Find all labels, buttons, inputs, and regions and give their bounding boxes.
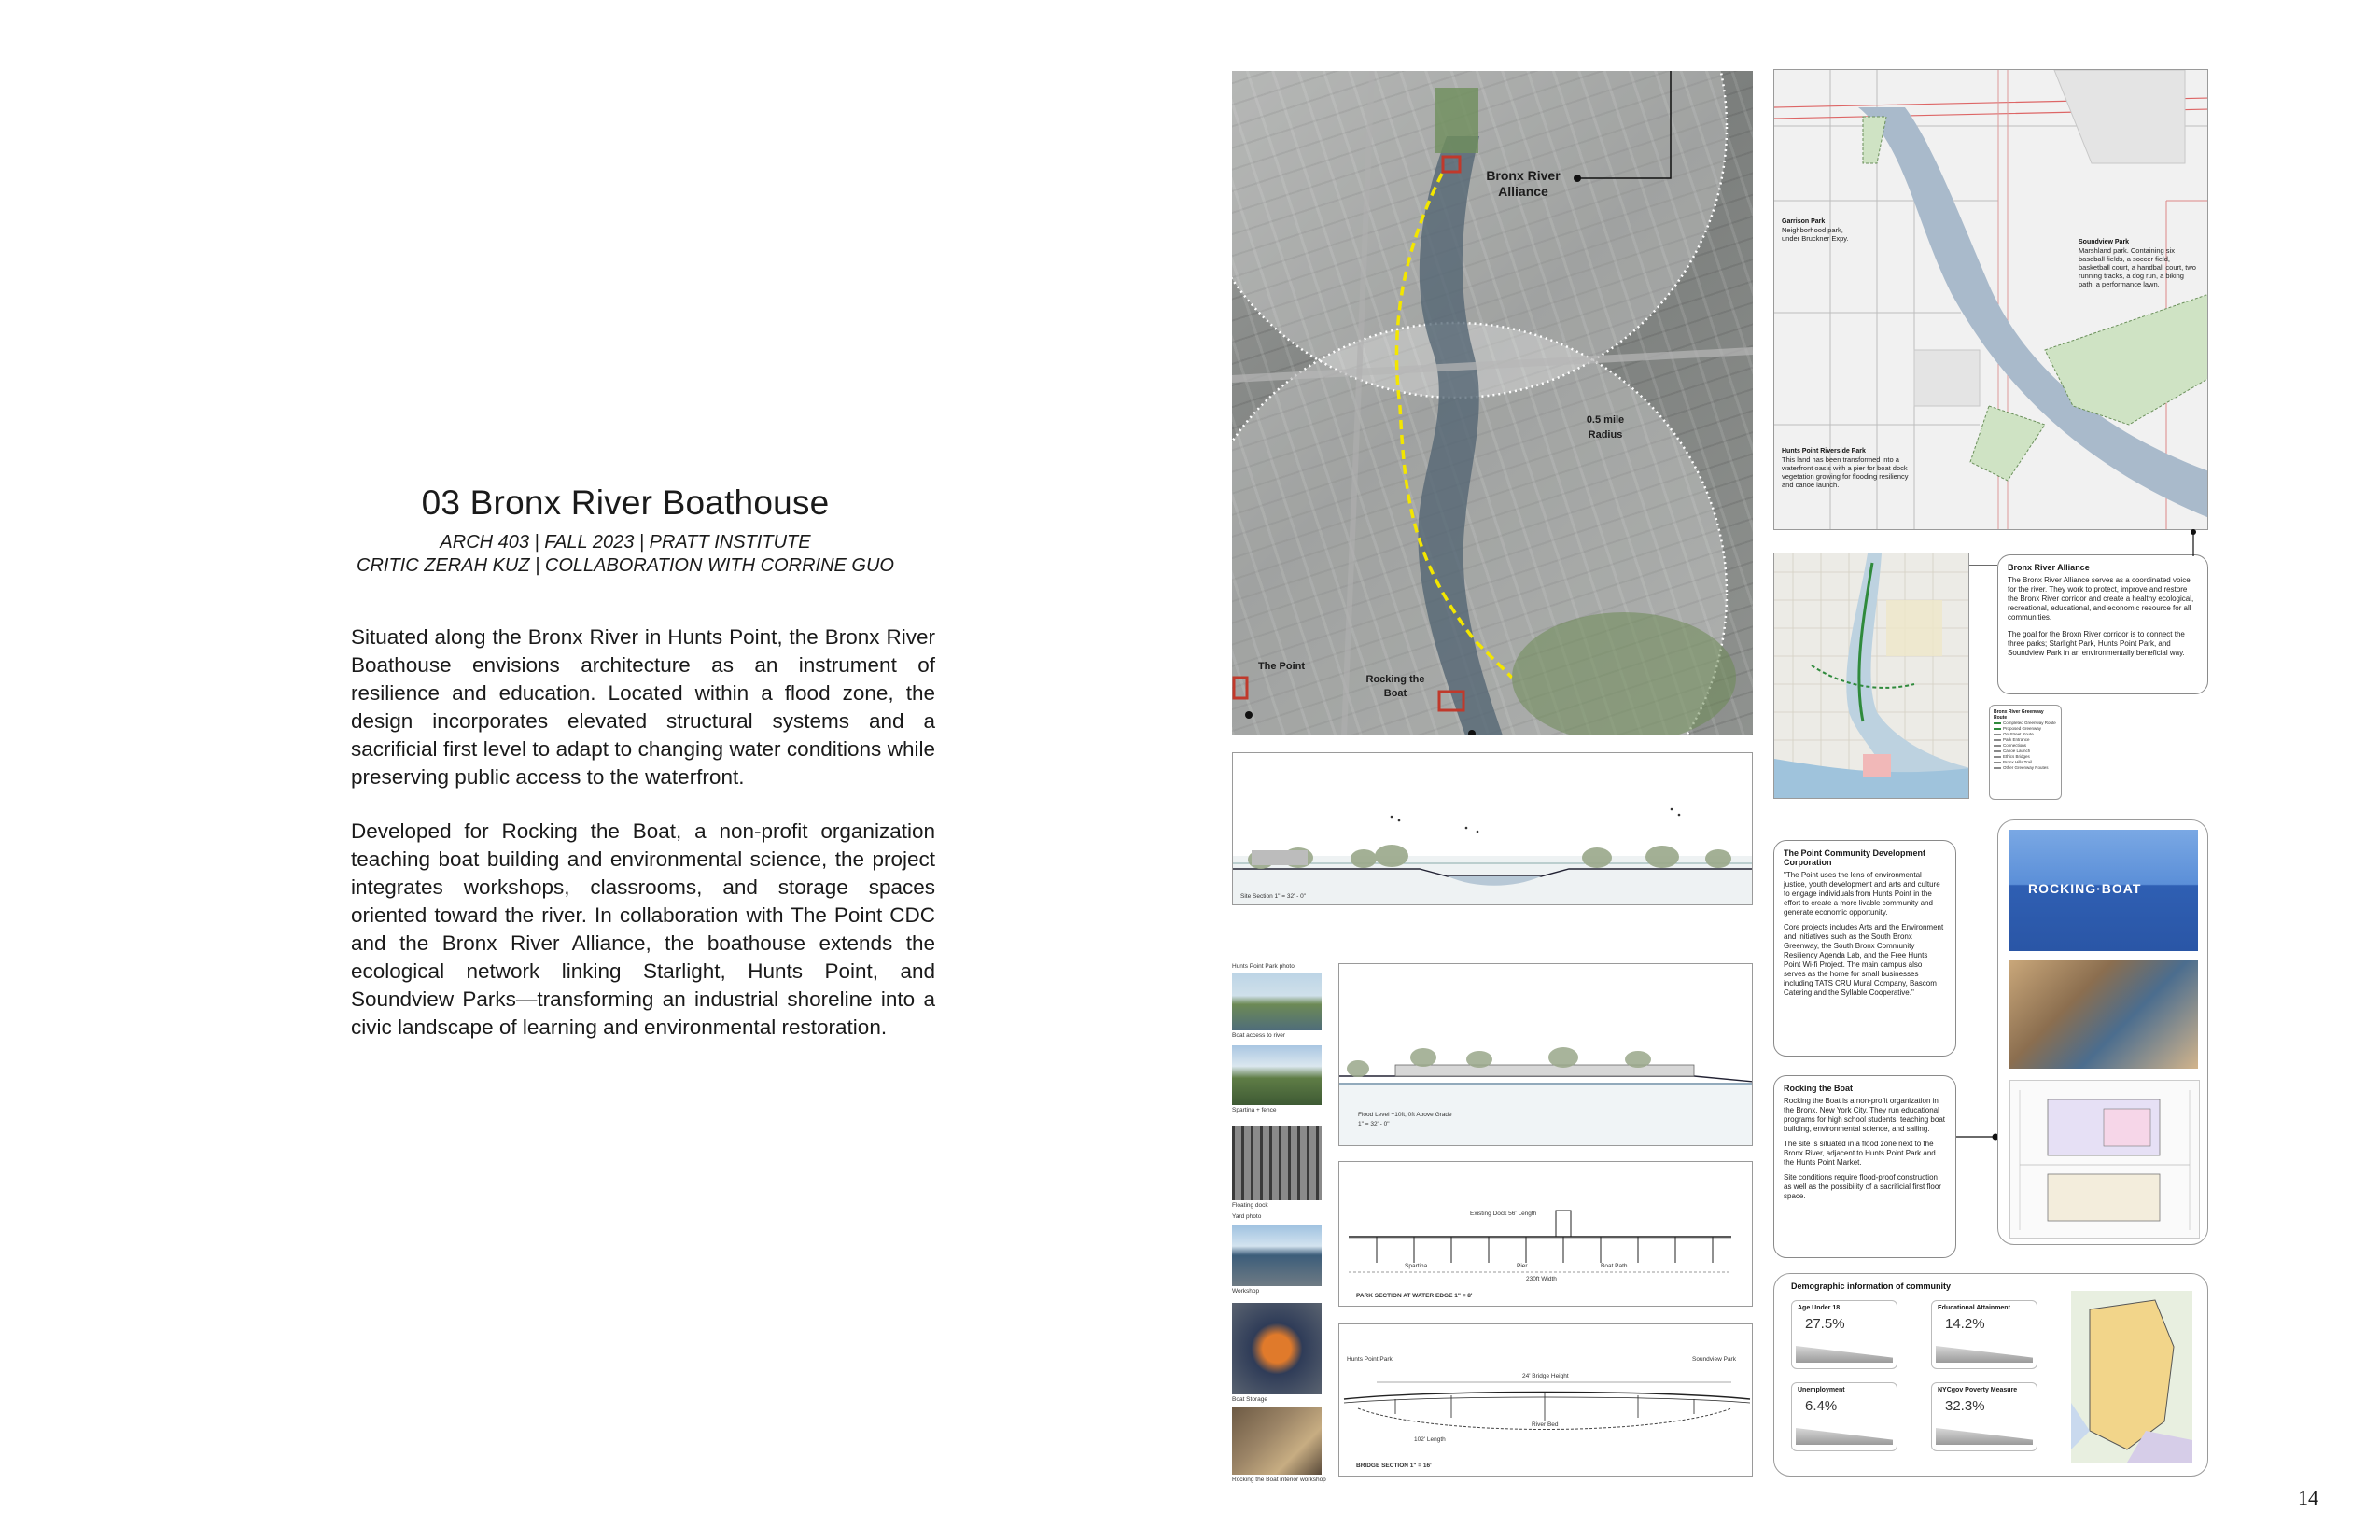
park-label-dock: Existing Dock 56' Length — [1470, 1211, 1537, 1217]
description-paragraph-1: Situated along the Bronx River in Hunts Point, the Bronx River Boathouse envisions architecture as an instrument of resilience and education. Located within a flood zone, the design incorporates elevated structural systems and a sacrificial first level to adapt to changing water conditions while preserving public access to the waterfront. — [351, 625, 935, 789]
photo-label-1: Boat access to river — [1232, 1032, 1286, 1039]
alliance-card-text-2: The goal for the Broxn River corridor is to connect the three parks; Starlight Park, Hunts Point Park, and Soundview Park in an environmentally beneficial way. — [2008, 630, 2185, 657]
demo-stat-age: Age Under 18 27.5% — [1791, 1300, 1897, 1369]
rtb-card-text-2: The site is situated in a flood zone next to the Bronx River, adjacent to Hunts Point Park and the Hunts Point Market. — [1784, 1140, 1936, 1167]
alliance-leader — [1960, 528, 2240, 566]
legend-item: Other Greenway Routes — [1994, 765, 2057, 771]
photo-boat-storage — [1232, 1407, 1322, 1475]
floor-plan-graphic — [2010, 1081, 2199, 1238]
radius-map-label: 0.5 mile Radius — [1586, 414, 1625, 441]
location-map-graphic — [1774, 553, 1969, 799]
bridge-section-graphic — [1339, 1324, 1753, 1477]
rtb-photos-panel — [1997, 819, 2208, 1245]
legend-swatch — [1994, 750, 2001, 752]
park-section-title: PARK SECTION AT WATER EDGE 1" = 8' — [1356, 1293, 1473, 1299]
rtb-map-label: Rocking the Boat — [1365, 674, 1425, 699]
alliance-card-title: Bronx River Alliance — [2008, 563, 2090, 572]
demographics-title: Demographic information of community — [1791, 1281, 1952, 1291]
park-section-panel — [1338, 1161, 1753, 1307]
legend-swatch — [1994, 756, 2001, 758]
soundview-note: Soundview Park Marshland park. Containing six baseball fields, a soccer field, basketball court, a handball court, two running tracks, a dog run, a biking path, a performance lawn. — [2079, 239, 2196, 288]
critic-info: CRITIC ZERAH KUZ | COLLABORATION WITH CORRINE GUO — [357, 555, 894, 576]
photo-label-2: Spartina + fence — [1232, 1107, 1277, 1113]
building-block — [2054, 70, 2185, 163]
park-section-graphic — [1339, 1162, 1753, 1307]
photo-spartina-fence — [1232, 1126, 1322, 1200]
project-title: 03 Bronx River Boathouse — [421, 483, 830, 522]
legend-items — [1994, 721, 2057, 771]
rtb-card-title: Rocking the Boat — [1784, 1084, 1854, 1093]
bridge-label-right: Soundview Park — [1692, 1356, 1736, 1363]
demo-stat-poverty: NYCgov Poverty Measure 32.3% — [1931, 1382, 2037, 1451]
rtb-card — [1773, 1075, 1956, 1258]
garrison-park-area — [1863, 117, 1886, 163]
legend-swatch — [1994, 734, 2001, 735]
point-card-text-1: "The Point uses the lens of environmental justice, youth development and arts and culture to engage individuals from Hunts Point in the effort to create a more livable community and generate economic opportunity. — [1784, 871, 1940, 917]
point-card-title: The Point Community Development Corporation — [1784, 848, 1926, 867]
site-section-panel — [1232, 752, 1753, 905]
hunts-point-area — [1863, 754, 1891, 777]
point-map-label: The Point — [1257, 661, 1306, 672]
site-section-caption: Site Section 1" = 32' - 0" — [1240, 893, 1306, 900]
rtb-building-photo — [2009, 830, 2198, 951]
bridge-label-length: 102' Length — [1414, 1436, 1446, 1443]
legend-item: Proposed Greenway — [1994, 726, 2057, 732]
building-block-2 — [1914, 350, 1980, 406]
photo-workshop — [1232, 1303, 1322, 1394]
flood-section-graphic — [1339, 964, 1753, 1146]
rtb-interior-photo — [2009, 960, 2198, 1069]
point-card-text-2: Core projects includes Arts and the Environment and initiatives such as the South Bronx Greenway, the South Bronx Community Resiliency Agenda Lab, and the Free Hunts Point Wi-fi Project. The main campus also serves as the home for small businesses including TATS CRU Mural Company, Bascom Catering and the Syllable Cooperative." — [1784, 923, 1944, 997]
legend-swatch — [1994, 722, 2001, 724]
community-district-map — [2071, 1291, 2192, 1463]
point-card — [1773, 840, 1956, 1057]
park-label-width: 230ft Width — [1526, 1276, 1557, 1282]
photo-label-0: Hunts Point Park photo — [1232, 963, 1295, 970]
page-number: 14 — [2298, 1486, 2318, 1509]
photo-label-6: Boat Storage — [1232, 1396, 1267, 1403]
highlight-area — [1886, 600, 1942, 656]
bridge-label-height: 24' Bridge Height — [1522, 1373, 1569, 1379]
demo-stat-education: Educational Attainment 14.2% — [1931, 1300, 2037, 1369]
flood-caption-1: Flood Level +10ft, 0ft Above Grade — [1358, 1112, 1452, 1118]
course-info: ARCH 403 | FALL 2023 | PRATT INSTITUTE — [440, 532, 811, 553]
legend-item: Park Entrance — [1994, 737, 2057, 743]
legend-item: Connections — [1994, 743, 2057, 749]
photo-hunts-point-park — [1232, 973, 1322, 1030]
site-section-graphic — [1233, 753, 1753, 905]
alliance-card — [1997, 554, 2208, 694]
legend-item: Canoe Launch — [1994, 749, 2057, 754]
aerial-map — [1232, 71, 1753, 735]
rtb-sign: ROCKING·BOAT — [2028, 881, 2142, 896]
legend-item: Ethics Bridges — [1994, 754, 2057, 760]
bridge-section-title: BRIDGE SECTION 1" = 16' — [1356, 1463, 1432, 1469]
starlight-park — [1435, 88, 1478, 153]
photo-yard — [1232, 1225, 1322, 1286]
description-paragraph-2: Developed for Rocking the Boat, a non-profit organization teaching boat building and environmental science, the project integrates workshops, classrooms, and storage spaces oriented toward the river. In collaboration with The Point CDC and the Bronx River Alliance, the boathouse extends the ecological network linking Starlight, Hunts Point, and Soundview Parks—transforming an industrial shoreline into a civic landscape of learning and environmental restoration. — [351, 819, 935, 1039]
rtb-leader — [1956, 1129, 2001, 1148]
demographics-panel — [1773, 1273, 2208, 1477]
park-label-pier: Pier — [1517, 1263, 1528, 1269]
photo-boat-access — [1232, 1045, 1322, 1105]
park-label-boat: Boat Path — [1601, 1263, 1628, 1269]
demo-stat-unemployment: Unemployment 6.4% — [1791, 1382, 1897, 1451]
legend-swatch — [1994, 762, 2001, 763]
bridge-section-panel — [1338, 1323, 1753, 1477]
alliance-map-label: Bronx River Alliance — [1486, 168, 1561, 199]
garrison-note: Garrison Park Neighborhood park, under Bruckner Expy. — [1782, 218, 1849, 243]
legend-item: On-Street Route — [1994, 732, 2057, 737]
photo-label-4: Yard photo — [1232, 1213, 1262, 1220]
photo-label-7: Rocking the Boat interior workshop — [1232, 1477, 1326, 1483]
alliance-card-text-1: The Bronx River Alliance serves as a coordinated voice for the river. They work to protect, improve and restore the Bronx River corridor and create a healthy ecological, recreational, educational, and economic resource for all communities. — [2008, 576, 2194, 622]
huntspoint-park-area — [1970, 406, 2045, 481]
legend-swatch — [1994, 739, 2001, 741]
park-label-spartina: Spartina — [1405, 1263, 1428, 1269]
bridge-label-riverbed: River Bed — [1532, 1421, 1559, 1428]
legend-swatch — [1994, 767, 2001, 769]
bridge-label-left: Hunts Point Park — [1347, 1356, 1393, 1363]
legend-swatch — [1994, 728, 2001, 730]
greenway-legend: Bronx River Greenway Route Completed Greenway Route Proposed Greenway On-Street Route Park Entrance Connections Canoe Launch Ethics Bridges Bronx Hills Trail Other Greenway Routes — [1989, 705, 2062, 800]
flood-caption-2: 1" = 32' - 0" — [1358, 1121, 1390, 1127]
flood-section-panel — [1338, 963, 1753, 1146]
site-plan — [1773, 69, 2208, 530]
rtb-card-text-3: Site conditions require flood-proof construction as well as the possibility of a sacrificial first floor space. — [1784, 1173, 1941, 1200]
location-map — [1773, 553, 1969, 799]
photo-label-3: Floating dock — [1232, 1202, 1268, 1209]
legend-item: Completed Greenway Route — [1994, 721, 2057, 726]
rtb-floor-plan — [2009, 1080, 2200, 1239]
rtb-card-text-1: Rocking the Boat is a non-profit organization in the Bronx, New York City. They run educational programs for high school students, teaching boat building, environmental science, and sailing. — [1784, 1097, 1945, 1133]
legend-item: Bronx Hills Trail — [1994, 760, 2057, 765]
photo-label-5: Workshop — [1232, 1288, 1260, 1295]
legend-swatch — [1994, 745, 2001, 747]
huntspoint-note: Hunts Point Riverside Park This land has been transformed into a waterfront oasis with a pier for boat dock vegetation growing for flooding resiliency and canoe launch. — [1782, 448, 1909, 489]
